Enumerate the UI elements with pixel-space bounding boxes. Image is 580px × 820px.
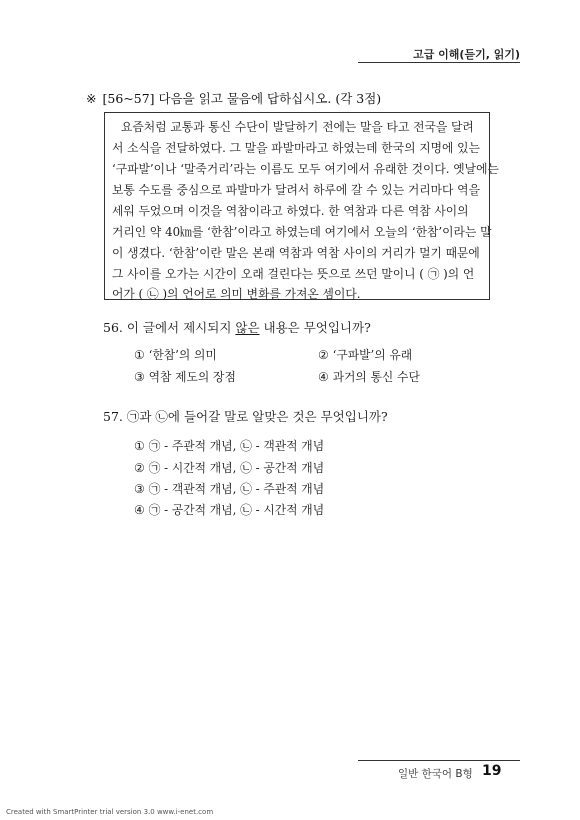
option-text: ㉠ - 공간적 개념, ㉡ - 시간적 개념 <box>148 503 325 517</box>
header-section-title: 고급 이해(듣기, 읽기) <box>413 48 520 61</box>
question-56-prefix: 56. 이 글에서 제시되지 <box>103 320 236 335</box>
passage-line: ‘구파발’이나 ‘말죽거리’라는 이름도 모두 여기에서 유래한 것이다. 옛날에는 <box>112 162 499 176</box>
passage-line: 요즘처럼 교통과 통신 수단이 발달하기 전에는 말을 타고 전국을 달려 <box>121 120 474 134</box>
option-number: ① <box>134 439 145 453</box>
q56-option-3 <box>134 368 236 385</box>
option-number: ② <box>318 348 329 362</box>
instruction <box>86 89 381 107</box>
question-56-suffix: 내용은 무엇입니까? <box>259 320 371 335</box>
passage-line: 거리인 약 40㎞를 ‘한참’이라고 하였는데 여기에서 오늘의 ‘한참’이라는 말 <box>112 225 492 239</box>
option-text: ㉠ - 객관적 개념, ㉡ - 주관적 개념 <box>148 482 325 496</box>
q57-option-2 <box>134 459 324 476</box>
q56-option-4 <box>318 368 420 385</box>
option-number: ③ <box>134 370 145 384</box>
watermark: Created with SmartPrinter trial version 3.0 www.i-enet.com <box>6 808 214 816</box>
page-number: 19 <box>482 763 502 779</box>
header-rule <box>358 62 520 63</box>
option-number: ④ <box>318 370 329 384</box>
question-56 <box>103 318 371 336</box>
option-text: ‘한참’의 의미 <box>148 348 217 362</box>
q57-option-3 <box>134 480 324 497</box>
q56-option-2 <box>318 346 412 363</box>
question-57: 57. ㉠과 ㉡에 들어갈 말로 알맞은 것은 무엇입니까? <box>103 409 388 424</box>
passage-line: 보통 수도를 중심으로 파발마가 달려서 하루에 갈 수 있는 거리마다 역을 <box>112 183 480 197</box>
passage-line: 어가 ( ㉡ )의 언어로 의미 변화를 가져온 셈이다. <box>112 287 361 301</box>
reference-mark: ※ <box>86 91 97 106</box>
footer-rule <box>358 760 520 761</box>
option-number: ④ <box>134 503 145 517</box>
passage-line: 세워 두었으며 이것을 역참이라고 하였다. 한 역참과 다른 역참 사이의 <box>112 204 469 218</box>
option-text: 역참 제도의 장점 <box>148 370 236 384</box>
option-text: ‘구파발’의 유래 <box>332 348 413 362</box>
option-text: 과거의 통신 수단 <box>332 370 420 384</box>
q57-option-1 <box>134 437 324 454</box>
question-56-underlined: 않은 <box>235 320 260 335</box>
instruction-text: [56~57] 다음을 읽고 물음에 답하십시오. (각 3점) <box>102 91 382 106</box>
option-text: ㉠ - 시간적 개념, ㉡ - 공간적 개념 <box>148 461 325 475</box>
option-text: ㉠ - 주관적 개념, ㉡ - 객관적 개념 <box>148 439 325 453</box>
passage-line: 이 생겼다. ‘한참’이란 말은 본래 역참과 역참 사이의 거리가 멀기 때문에 <box>112 246 480 260</box>
footer-label: 일반 한국어 B형 <box>398 768 473 780</box>
passage-line: 그 사이를 오가는 시간이 오래 걸린다는 뜻으로 쓰던 말이니 ( ㉠ )의 언 <box>112 267 475 281</box>
passage-line: 서 소식을 전달하였다. 그 말을 파발마라고 하였는데 한국의 지명에 있는 <box>112 141 480 155</box>
q56-option-1 <box>134 346 217 363</box>
option-number: ② <box>134 461 145 475</box>
option-number: ① <box>134 348 145 362</box>
option-number: ③ <box>134 482 145 496</box>
q57-option-4 <box>134 501 324 518</box>
